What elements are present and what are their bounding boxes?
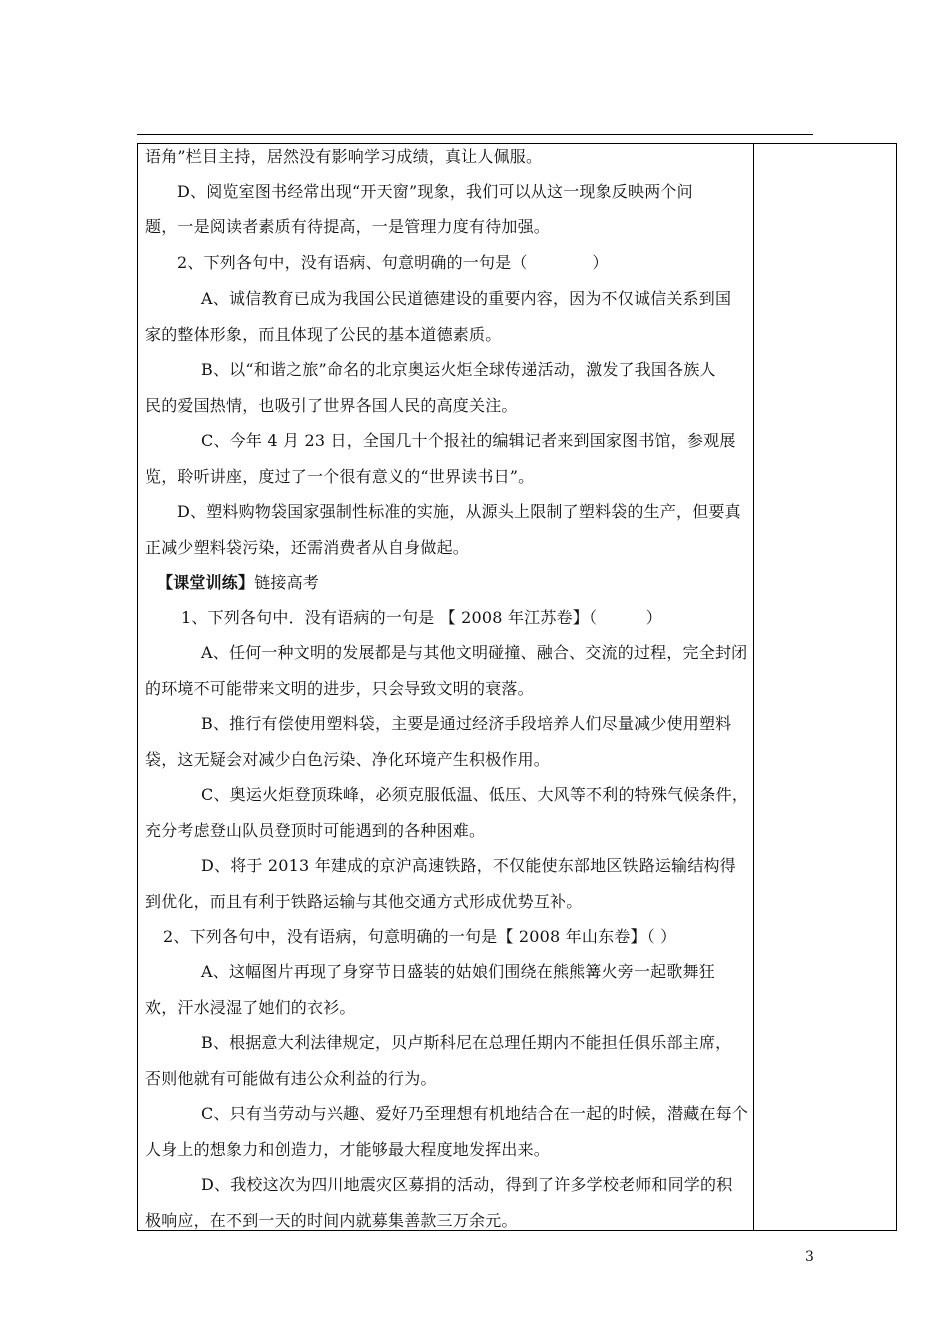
text-line: D、塑料购物袋国家强制性标准的实施，从源头上限制了塑料袋的生产，但要真 [177, 502, 741, 521]
text-line: C、奥运火炬登顶珠峰，必须克服低温、低压、大风等不利的特殊气候条件， [201, 785, 749, 804]
header-rule [137, 134, 813, 135]
question-line: 2、下列各句中，没有语病、句意明确的一句是（ ） [177, 253, 609, 272]
text-line: 充分考虑登山队员登顶时可能遇到的各种困难。 [145, 821, 486, 840]
text-line: 的环境不可能带来文明的进步，只会导致文明的衰落。 [145, 679, 534, 698]
text-line: 题，一是阅读者素质有待提高，一是管理力度有待加强。 [145, 217, 551, 236]
text-line: D、将于 2013 年建成的京沪高速铁路，不仅能使东部地区铁路运输结构得 [201, 856, 736, 875]
question-line: 1、下列各句中．没有语病的一句是 【 2008 年江苏卷】（ ） [181, 608, 662, 627]
table-column-divider [753, 143, 754, 1231]
text-line: 家的整体形象，而且体现了公民的基本道德素质。 [145, 325, 502, 344]
text-line: 览，聆听讲座，度过了一个很有意义的“世界读书日”。 [145, 467, 535, 486]
text-line: B、以“和谐之旅”命名的北京奥运火炬全球传递活动，激发了我国各族人 [201, 360, 716, 379]
text-line: 民的爱国热情，也吸引了世界各国人民的高度关注。 [145, 396, 518, 415]
text-line: C、只有当劳动与兴趣、爱好乃至理想有机地结合在一起的时候，潜藏在每个 [201, 1104, 749, 1123]
text-line: A、这幅图片再现了身穿节日盛装的姑娘们围绕在熊熊篝火旁一起歌舞狂 [201, 962, 715, 981]
text-line: B、推行有偿使用塑料袋，主要是通过经济手段培养人们尽量减少使用塑料 [201, 714, 732, 733]
page-number: 3 [805, 1249, 814, 1265]
text-line: A、诚信教育已成为我国公民道德建设的重要内容，因为不仅诚信关系到国 [201, 289, 732, 308]
text-line: 正减少塑料袋污染，还需消费者从自身做起。 [145, 538, 470, 557]
text-line: 语角”栏目主持，居然没有影响学习成绩，真让人佩服。 [145, 147, 543, 166]
section-heading-bold: 【课堂训练】 [157, 573, 255, 592]
text-line: 欢，汗水浸湿了她们的衣衫。 [145, 998, 356, 1017]
text-line: A、任何一种文明的发展都是与其他文明碰撞、融合、交流的过程，完全封闭 [201, 643, 748, 662]
text-line: 否则他就有可能做有违公众利益的行为。 [145, 1069, 437, 1088]
text-line: 极响应，在不到一天的时间内就募集善款三万余元。 [145, 1211, 518, 1230]
question-line: 2、下列各句中，没有语病，句意明确的一句是【 2008 年山东卷】（ ） [163, 927, 677, 946]
text-line: 人身上的想象力和创造力，才能够最大程度地发挥出来。 [145, 1140, 551, 1159]
text-line: 到优化，而且有利于铁路运输与其他交通方式形成优势互补。 [145, 892, 583, 911]
text-line: C、今年 4 月 23 日，全国几十个报社的编辑记者来到国家图书馆，参观展 [201, 431, 736, 450]
section-heading: 【课堂训练】链接高考 [157, 573, 320, 592]
text-line: D、阅览室图书经常出现“开天窗”现象，我们可以从这一现象反映两个问 [177, 182, 693, 201]
text-line: B、根据意大利法律规定，贝卢斯科尼在总理任期内不能担任俱乐部主席， [201, 1033, 732, 1052]
text-line: D、我校这次为四川地震灾区募捐的活动，得到了许多学校老师和同学的积 [201, 1175, 733, 1194]
text-line: 袋，这无疑会对减少白色污染、净化环境产生积极作用。 [145, 750, 551, 769]
